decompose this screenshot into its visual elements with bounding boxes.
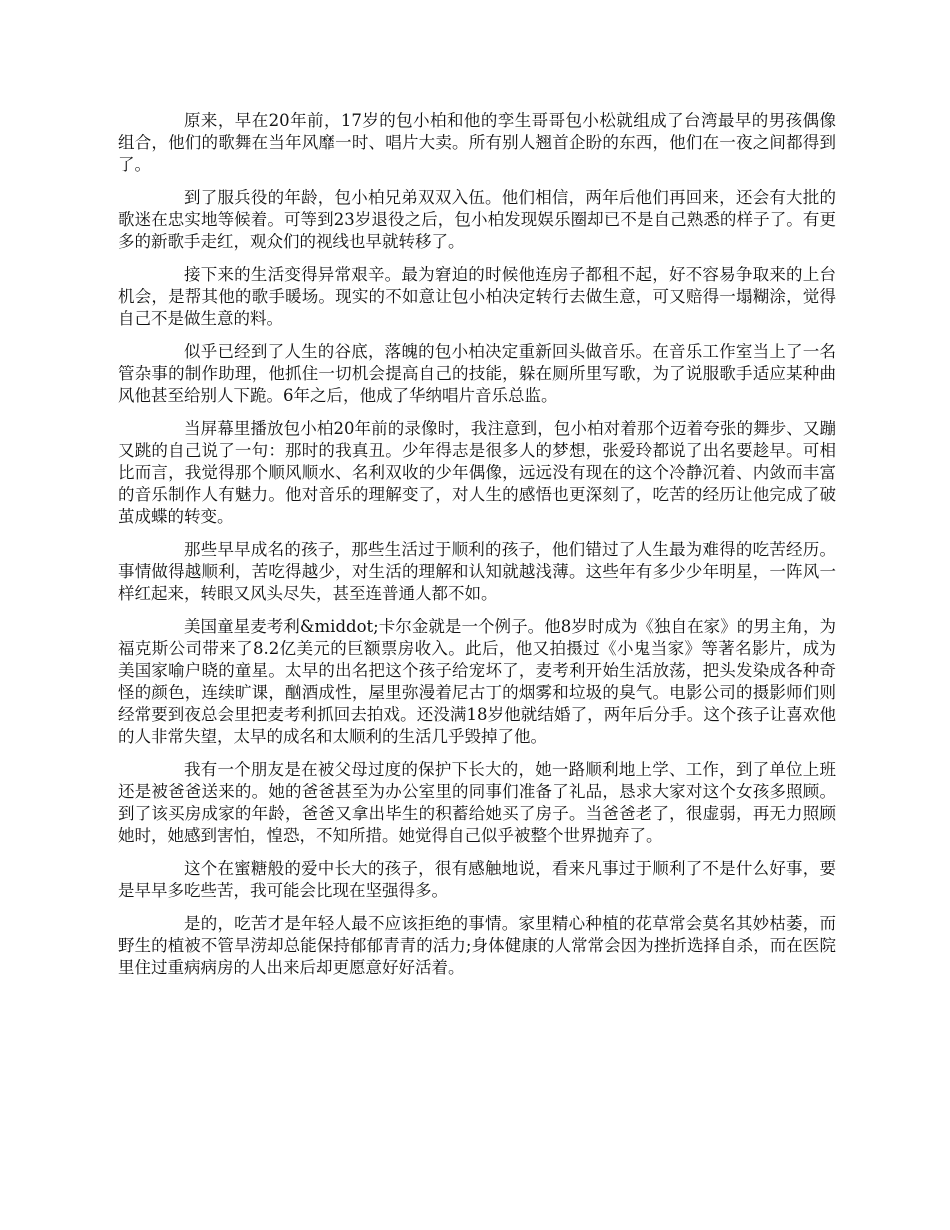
- paragraph: 我有一个朋友是在被父母过度的保护下长大的，她一路顺利地上学、工作，到了单位上班还是被爸爸送来的。她的爸爸甚至为办公室里的同事们准备了礼品，恳求大家对这个女孩多照顾。到了该买房成家的年龄，爸爸又拿出毕生的积蓄给她买了房子。当爸爸老了，很虚弱，再无力照顾她时，她感到害怕，惶恐，不知所措。她觉得自己似乎被整个世界抛弃了。: [118, 760, 836, 845]
- paragraph: 到了服兵役的年龄，包小柏兄弟双双入伍。他们相信，两年后他们再回来，还会有大批的歌迷在忠实地等候着。可等到23岁退役之后，包小柏发现娱乐圈却已不是自己熟悉的样子了。有更多的新歌手走红，观众们的视线也早就转移了。: [118, 188, 836, 251]
- paragraph: 原来，早在20年前，17岁的包小柏和他的孪生哥哥包小松就组成了台湾最早的男孩偶像组合，他们的歌舞在当年风靡一时、唱片大卖。所有别人翘首企盼的东西，他们在一夜之间都得到了。: [118, 111, 836, 174]
- paragraph: 似乎已经到了人生的谷底，落魄的包小柏决定重新回头做音乐。在音乐工作室当上了一名管杂事的制作助理，他抓住一切机会提高自己的技能，躲在厕所里写歌，为了说服歌手适应某种曲风他甚至给别人下跪。6年之后，他成了华纳唱片音乐总监。: [118, 342, 836, 405]
- paragraph: 美国童星麦考利&middot;卡尔金就是一个例子。他8岁时成为《独自在家》的男主角，为福克斯公司带来了8.2亿美元的巨额票房收入。此后，他又拍摄过《小鬼当家》等著名影片，成为美国家喻户晓的童星。太早的出名把这个孩子给宠坏了，麦考利开始生活放荡，把头发染成各种奇怪的颜色，连续旷课，酗酒成性，屋里弥漫着尼古丁的烟雾和垃圾的臭气。电影公司的摄影师们则经常要到夜总会里把麦考利抓回去拍戏。还没满18岁他就结婚了，两年后分手。这个孩子让喜欢他的人非常失望，太早的成名和太顺利的生活几乎毁掉了他。: [118, 617, 836, 746]
- paragraph: 当屏幕里播放包小柏20年前的录像时，我注意到，包小柏对着那个迈着夸张的舞步、又蹦又跳的自己说了一句：那时的我真丑。少年得志是很多人的梦想，张爱玲都说了出名要趁早。可相比而言，我觉得那个顺风顺水、名利双收的少年偶像，远远没有现在的这个冷静沉着、内敛而丰富的音乐制作人有魅力。他对音乐的理解变了，对人生的感悟也更深刻了，吃苦的经历让他完成了破茧成蝶的转变。: [118, 419, 836, 526]
- paragraph: 这个在蜜糖般的爱中长大的孩子，很有感触地说，看来凡事过于顺利了不是什么好事，要是早早多吃些苦，我可能会比现在坚强得多。: [118, 859, 836, 900]
- article-body: [118, 110, 836, 990]
- paragraph: 那些早早成名的孩子，那些生活过于顺利的孩子，他们错过了人生最为难得的吃苦经历。事情做得越顺利，苦吃得越少，对生活的理解和认知就越浅薄。这些年有多少少年明星，一阵风一样红起来，转眼又风头尽失，甚至连普通人都不如。: [118, 540, 836, 603]
- paragraph: 接下来的生活变得异常艰辛。最为窘迫的时候他连房子都租不起，好不容易争取来的上台机会，是帮其他的歌手暖场。现实的不如意让包小柏决定转行去做生意，可又赔得一塌糊涂，觉得自己不是做生意的料。: [118, 265, 836, 328]
- paragraph: 是的，吃苦才是年轻人最不应该拒绝的事情。家里精心种植的花草常会莫名其妙枯萎，而野生的植被不管旱涝却总能保持郁郁青青的活力;身体健康的人常常会因为挫折选择自杀，而在医院里住过重病病房的人出来后却更愿意好好活着。: [118, 914, 836, 977]
